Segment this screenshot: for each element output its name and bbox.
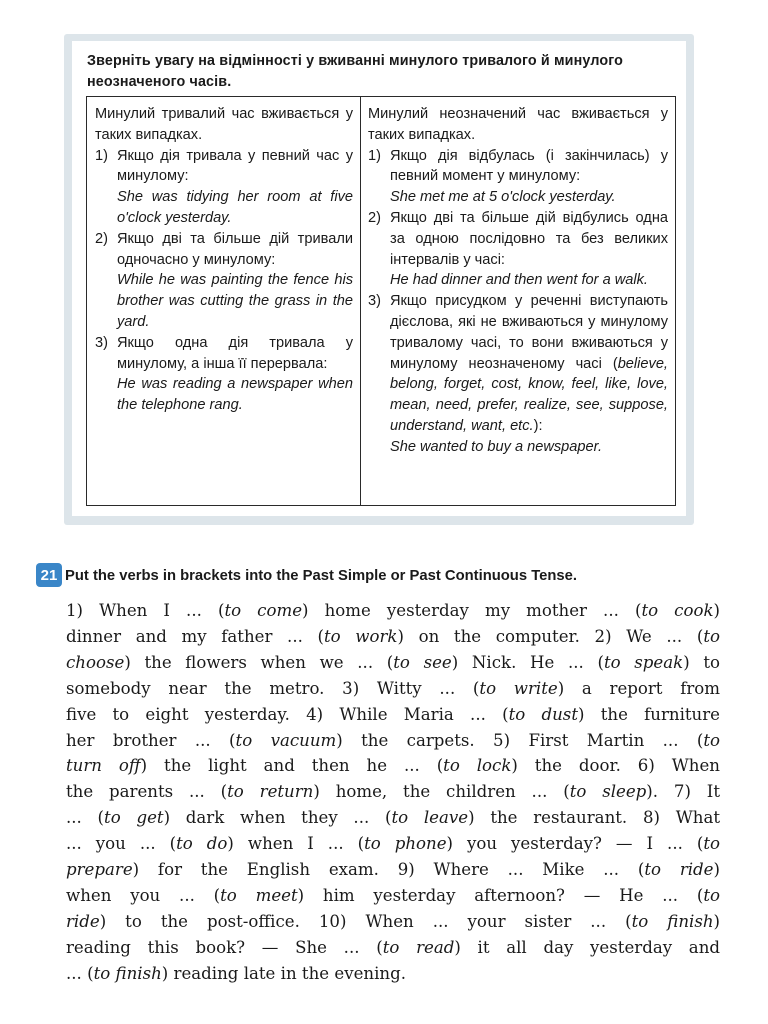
rule-example: While he was painting the fence his brother was cutting the grass in the yard. xyxy=(117,272,353,330)
rule-example: She wanted to buy a newspaper. xyxy=(390,438,603,455)
exercise-number-badge: 21 xyxy=(36,563,62,587)
verb-prompt: to work xyxy=(324,626,398,646)
exercise-text-run: five to eight yesterday. 4) While Maria ... ( xyxy=(66,704,509,724)
verb-prompt: to read xyxy=(382,937,455,957)
exercise-line xyxy=(66,598,720,624)
verb-prompt: to finish xyxy=(93,963,162,983)
exercise-text-run: ) to the post-office. 10) When ... your sister ... ( xyxy=(99,911,632,931)
verb-prompt: to phone xyxy=(364,834,447,854)
exercise-text-run: ) xyxy=(713,911,721,931)
verb-prompt: to xyxy=(703,626,720,646)
exercise-text-run: the parents ... ( xyxy=(66,782,228,802)
exercise-line xyxy=(66,728,720,754)
exercise-text-run: ... ( xyxy=(66,808,105,828)
exercise-instruction: Put the verbs in brackets into the Past Simple or Past Continuous Tense. xyxy=(65,568,577,584)
exercise-line xyxy=(66,883,720,909)
exercise-text-run: ) xyxy=(713,860,720,880)
exercise-line xyxy=(66,805,720,831)
rule-number: 3) xyxy=(95,334,108,351)
verb-prompt: to vacuum xyxy=(235,730,337,750)
verb-prompt: to return xyxy=(227,782,314,802)
verb-prompt: to speak xyxy=(603,652,684,672)
verb-prompt: to sleep xyxy=(569,782,647,802)
grammar-rule-box xyxy=(64,34,694,525)
past-continuous-rule-1 xyxy=(95,146,353,229)
exercise-line xyxy=(66,831,720,857)
exercise-text xyxy=(66,598,720,987)
rule-example: He was reading a newspaper when the telephone rang. xyxy=(117,376,353,414)
verb-prompt: to xyxy=(703,730,720,750)
exercise-text-run: ) the light and then he ... ( xyxy=(140,756,444,776)
exercise-text-run: 1) When I ... ( xyxy=(66,601,225,620)
past-simple-column xyxy=(368,104,668,458)
rule-text: Якщо дві та більше дій тривали одночасно у минулому: xyxy=(117,230,353,268)
rule-box-title: Зверніть увагу на відмінності у вживанні минулого тривалого й минулого неозначеного часів. xyxy=(87,53,624,90)
rule-number: 1) xyxy=(95,147,108,164)
exercise-line xyxy=(66,624,720,650)
rule-example: He had dinner and then went for a walk. xyxy=(390,272,648,289)
exercise-text-run: dinner and my father ... ( xyxy=(66,626,324,646)
exercise-text-run: ) home, the children ... ( xyxy=(313,782,570,802)
rule-text-end: ): xyxy=(533,417,543,434)
rule-number: 3) xyxy=(368,293,381,310)
exercise-line xyxy=(66,702,720,728)
past-simple-rule-3 xyxy=(368,291,668,457)
exercise-text-run: ) the flowers when we ... ( xyxy=(124,652,394,672)
exercise-text-run: ) xyxy=(713,601,720,620)
verb-prompt: to do xyxy=(176,834,228,854)
rule-text: Якщо дія тривала у певний час у минулому: xyxy=(117,147,353,185)
verb-prompt: to come xyxy=(224,601,303,620)
rule-text: Якщо одна дія тривала у минулому, а інша її перервала: xyxy=(117,334,353,372)
exercise-text-run: ) it all day yesterday and xyxy=(454,937,721,957)
verb-prompt: to ride xyxy=(644,860,714,880)
exercise-line xyxy=(66,857,720,883)
exercise-text-run: when you ... ( xyxy=(66,885,221,905)
exercise-text-run: ) home yesterday my mother ... ( xyxy=(302,601,642,620)
exercise-text-run: ) on the computer. 2) We ... ( xyxy=(397,626,704,646)
verb-prompt: ride xyxy=(66,911,100,931)
verb-prompt: prepare xyxy=(66,860,133,880)
exercise-text-run: ) the furniture xyxy=(578,704,720,724)
past-simple-rule-1 xyxy=(368,146,668,208)
exercise-text-run: her brother ... ( xyxy=(66,730,236,750)
verb-prompt: to write xyxy=(479,678,558,698)
exercise-text-run: ) when I ... ( xyxy=(227,834,365,854)
column-divider xyxy=(360,97,361,505)
exercise-text-run: ... you ... ( xyxy=(66,834,177,854)
exercise-text-run: somebody near the metro. 3) Witty ... ( xyxy=(66,678,480,698)
exercise-text-run: ) the restaurant. 8) What xyxy=(468,808,721,828)
rule-number: 2) xyxy=(368,209,381,226)
exercise-text-run: ) him yesterday afternoon? — He ... ( xyxy=(297,885,704,905)
verb-prompt: to meet xyxy=(220,885,298,905)
exercise-text-run: ... ( xyxy=(66,963,94,983)
exercise-text-run: ) dark when they ... ( xyxy=(163,808,392,828)
verb-prompt: turn off xyxy=(66,756,141,776)
verb-prompt: to xyxy=(703,834,721,854)
verb-prompt: to get xyxy=(104,808,164,828)
verb-prompt: to xyxy=(703,885,720,905)
verb-prompt: to see xyxy=(393,652,452,672)
exercise-text-run: ) to xyxy=(683,652,721,672)
exercise-line xyxy=(66,779,720,805)
past-simple-intro: Минулий неозначений час вживається у таких випадках. xyxy=(368,106,668,143)
rule-number: 2) xyxy=(95,230,108,247)
exercise-text-run: ). 7) It xyxy=(646,782,720,802)
stative-verbs-list: believe, belong, forget, cost, know, feel, like, love, mean, need, prefer, realize, see, suppose, understand, want, etc. xyxy=(390,355,668,434)
exercise-text-run: ) the carpets. 5) First Martin ... ( xyxy=(336,730,704,750)
exercise-text-run: ) reading late in the evening. xyxy=(161,963,406,983)
verb-prompt: to lock xyxy=(443,756,512,776)
rule-text: Якщо присудком у реченні виступають дієслова, які не вживаються у минулому тривалому часі, то вони вживаються у минулому неозначеному часі ( xyxy=(390,293,668,372)
verb-prompt: to dust xyxy=(508,704,578,724)
exercise-line xyxy=(66,650,720,676)
verb-prompt: to finish xyxy=(631,911,714,931)
past-simple-rule-2 xyxy=(368,208,668,291)
exercise-line xyxy=(66,753,720,779)
comparison-table xyxy=(86,96,676,506)
exercise-text-run: ) Nick. He ... ( xyxy=(451,652,604,672)
exercise-line xyxy=(66,676,720,702)
verb-prompt: choose xyxy=(66,652,125,672)
past-continuous-rule-3 xyxy=(95,333,353,416)
exercise-line xyxy=(66,909,720,935)
verb-prompt: to cook xyxy=(641,601,714,620)
rule-text: Якщо дія відбулась (і закінчилась) у певний момент у минулому: xyxy=(390,147,668,185)
exercise-line xyxy=(66,935,720,961)
rule-example: She met me at 5 o'clock yesterday. xyxy=(390,189,616,206)
verb-prompt: to leave xyxy=(391,808,469,828)
rule-text: Якщо дві та більше дій відбулись одна за одною послідовно та без великих інтервалів у часі: xyxy=(390,209,668,268)
exercise-line xyxy=(66,961,720,987)
grammar-rule-panel xyxy=(72,41,686,516)
exercise-text-run: ) you yesterday? — I ... ( xyxy=(446,834,704,854)
past-continuous-rule-2 xyxy=(95,229,353,333)
past-continuous-intro: Минулий тривалий час вживається у таких випадках. xyxy=(95,106,353,143)
exercise-text-run: reading this book? — She ... ( xyxy=(66,937,383,957)
rule-example: She was tidying her room at five o'clock yesterday. xyxy=(117,189,353,226)
past-continuous-column xyxy=(95,104,353,416)
exercise-text-run: ) a report from xyxy=(557,678,720,698)
exercise-text-run: ) the door. 6) When xyxy=(511,756,720,776)
rule-number: 1) xyxy=(368,147,381,164)
exercise-text-run: ) for the English exam. 9) Where ... Mike ... ( xyxy=(132,860,645,880)
